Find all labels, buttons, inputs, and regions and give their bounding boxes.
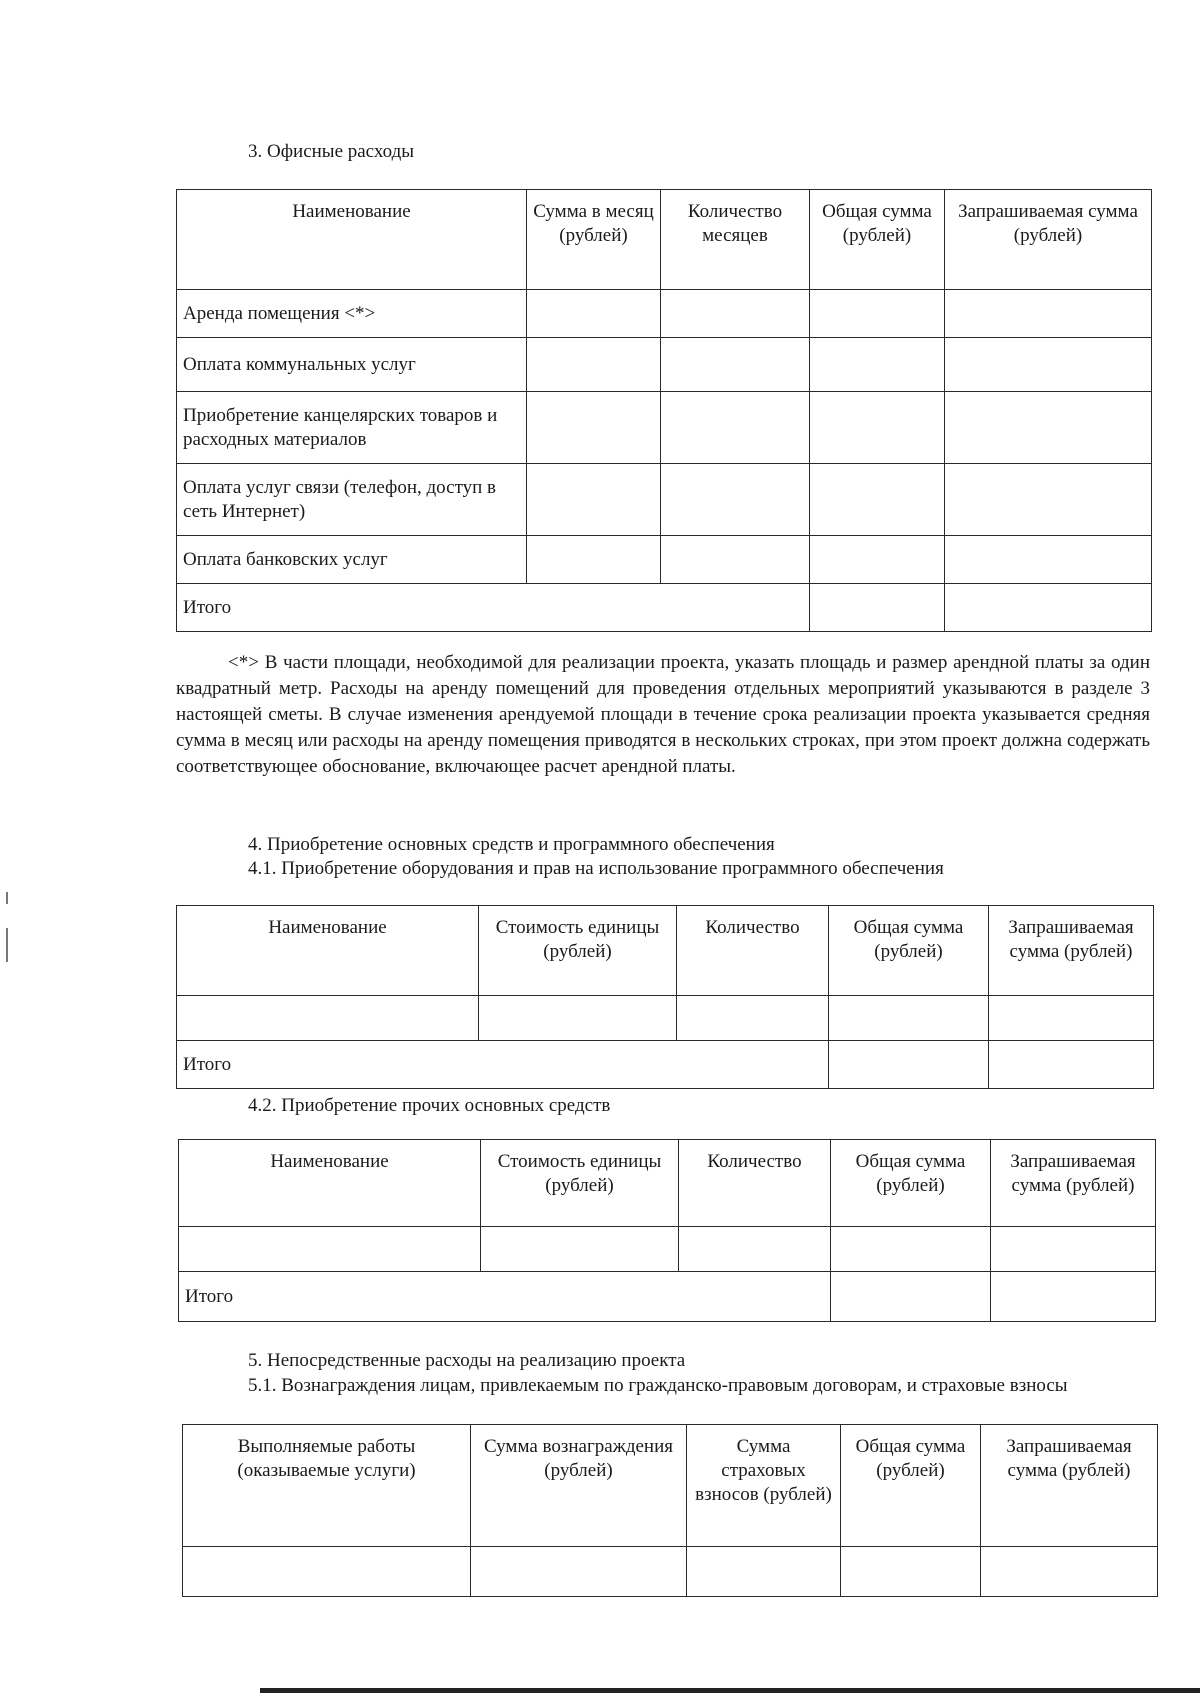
table-cell: [989, 1041, 1154, 1089]
table-cell: [945, 392, 1152, 464]
table-cell: [841, 1547, 981, 1597]
table-cell: [829, 996, 989, 1041]
col-total-sum: Общая сумма (рублей): [829, 906, 989, 996]
table-cell: [661, 290, 810, 338]
col-monthly-sum: Сумма в месяц (рублей): [527, 190, 661, 290]
table-cell: [661, 392, 810, 464]
table-cell: [179, 1227, 481, 1272]
table-cell: [177, 996, 479, 1041]
col-requested-sum: Запрашиваемая сумма (рублей): [991, 1140, 1156, 1227]
col-name: Наименование: [177, 906, 479, 996]
table-cell: [661, 338, 810, 392]
table-row: [183, 1547, 1158, 1597]
total-label: Итого: [177, 584, 810, 632]
office-expenses-table: [176, 189, 1152, 632]
table-cell: [991, 1272, 1156, 1322]
col-unit-cost: Стоимость единицы (рублей): [479, 906, 677, 996]
table-cell: [810, 536, 945, 584]
table-row: [177, 290, 1152, 338]
total-row: [177, 584, 1152, 632]
table-row: [177, 536, 1152, 584]
total-row: [177, 1041, 1154, 1089]
table-header-row: [179, 1140, 1156, 1227]
row-label: Приобретение канцелярских товаров и расходных материалов: [177, 392, 527, 464]
col-quantity: Количество: [677, 906, 829, 996]
col-total-sum: Общая сумма (рублей): [831, 1140, 991, 1227]
table-header-row: [177, 190, 1152, 290]
scan-edge: [260, 1688, 1200, 1693]
row-label: Аренда помещения <*>: [177, 290, 527, 338]
table-cell: [677, 996, 829, 1041]
table-cell: [687, 1547, 841, 1597]
total-label: Итого: [179, 1272, 831, 1322]
table-row: [177, 338, 1152, 392]
equipment-table: [176, 905, 1154, 1089]
section5-1-heading: 5.1. Вознаграждения лицам, привлекаемым по гражданско-правовым договорам, и страховые взносы: [248, 1375, 1068, 1396]
col-requested-sum: Запрашиваемая сумма (рублей): [989, 906, 1154, 996]
table-cell: [945, 290, 1152, 338]
table-cell: [991, 1227, 1156, 1272]
table-cell: [527, 290, 661, 338]
section4-1-heading: 4.1. Приобретение оборудования и прав на использование программного обеспечения: [248, 858, 944, 879]
section3-heading: 3. Офисные расходы: [248, 141, 415, 162]
col-work: Выполняемые работы (оказываемые услуги): [183, 1425, 471, 1547]
table-row: [177, 996, 1154, 1041]
table-cell: [527, 338, 661, 392]
table-cell: [481, 1227, 679, 1272]
margin-mark: [6, 892, 8, 904]
table-row: [179, 1227, 1156, 1272]
table-cell: [661, 464, 810, 536]
table-cell: [810, 584, 945, 632]
table-cell: [183, 1547, 471, 1597]
table-cell: [989, 996, 1154, 1041]
table-cell: [945, 464, 1152, 536]
table-cell: [945, 584, 1152, 632]
col-name: Наименование: [179, 1140, 481, 1227]
col-months: Количество месяцев: [661, 190, 810, 290]
col-requested-sum: Запрашиваемая сумма (рублей): [945, 190, 1152, 290]
row-label: Оплата услуг связи (телефон, доступ в сеть Интернет): [177, 464, 527, 536]
col-quantity: Количество: [679, 1140, 831, 1227]
total-row: [179, 1272, 1156, 1322]
table-cell: [829, 1041, 989, 1089]
other-assets-table: [178, 1139, 1156, 1322]
footnote-text: <*> В части площади, необходимой для реализации проекта, указать площадь и размер арендной платы за один квадратный метр. Расходы на аренду помещений для проведения отдельных мероприятий указываются в разделе 3 настоящей сметы. В случае изменения арендуемой площади в течение срока реализации проекта указывается средняя сумма в месяц или расходы на аренду помещения приводятся в нескольких строках, при этом проект должна содержать соответствующее обоснование, включающее расчет арендной платы.: [176, 652, 1150, 777]
table-cell: [981, 1547, 1158, 1597]
table-cell: [810, 392, 945, 464]
col-total-sum: Общая сумма (рублей): [810, 190, 945, 290]
col-requested-sum: Запрашиваемая сумма (рублей): [981, 1425, 1158, 1547]
row-label: Оплата банковских услуг: [177, 536, 527, 584]
table-header-row: [183, 1425, 1158, 1547]
table-cell: [527, 392, 661, 464]
table-cell: [527, 536, 661, 584]
section4-heading: 4. Приобретение основных средств и программного обеспечения: [248, 834, 775, 855]
section4-2-heading: 4.2. Приобретение прочих основных средств: [248, 1095, 611, 1116]
col-insurance: Сумма страховых взносов (рублей): [687, 1425, 841, 1547]
table-cell: [527, 464, 661, 536]
table-cell: [810, 290, 945, 338]
row-label: Оплата коммунальных услуг: [177, 338, 527, 392]
table-cell: [831, 1272, 991, 1322]
total-label: Итого: [177, 1041, 829, 1089]
table-header-row: [177, 906, 1154, 996]
table-row: [177, 392, 1152, 464]
table-cell: [945, 536, 1152, 584]
table-cell: [479, 996, 677, 1041]
table-cell: [679, 1227, 831, 1272]
table-row: [177, 464, 1152, 536]
table-cell: [471, 1547, 687, 1597]
col-unit-cost: Стоимость единицы (рублей): [481, 1140, 679, 1227]
margin-mark: [6, 928, 8, 962]
col-total-sum: Общая сумма (рублей): [841, 1425, 981, 1547]
table-cell: [810, 464, 945, 536]
table-cell: [945, 338, 1152, 392]
table-cell: [810, 338, 945, 392]
table-cell: [661, 536, 810, 584]
col-fee: Сумма вознаграждения (рублей): [471, 1425, 687, 1547]
contract-fees-table: [182, 1424, 1158, 1597]
col-name: Наименование: [177, 190, 527, 290]
section5-heading: 5. Непосредственные расходы на реализацию проекта: [248, 1350, 686, 1371]
table-cell: [831, 1227, 991, 1272]
